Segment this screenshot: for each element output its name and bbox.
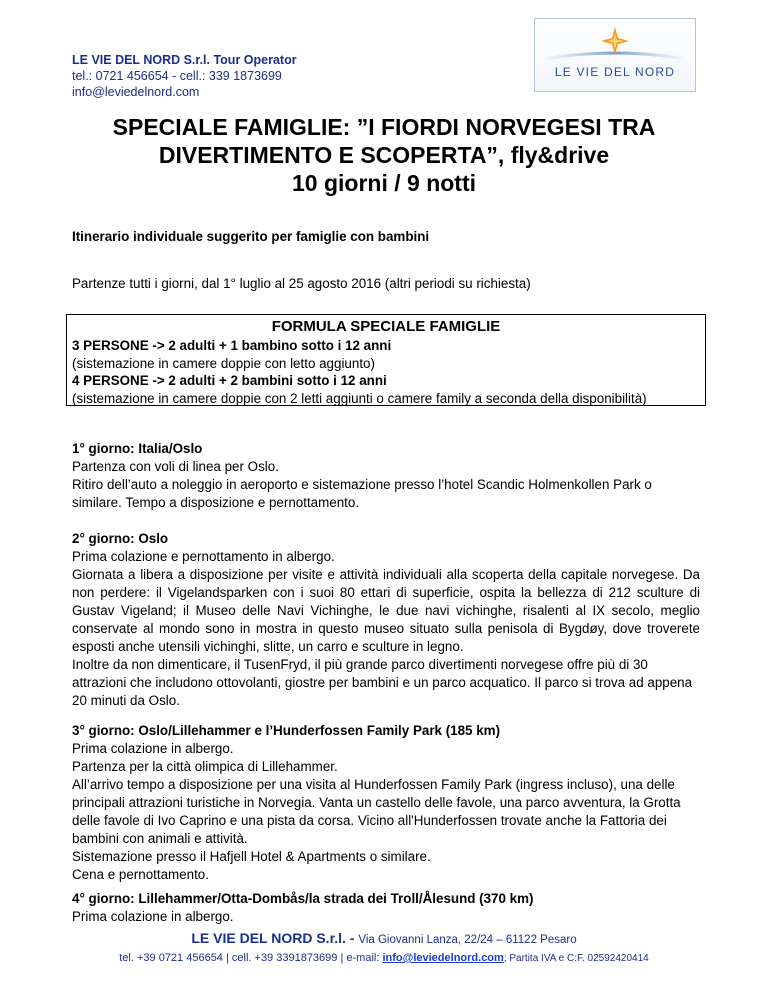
- day-line: Prima colazione e pernottamento in albergo.: [72, 549, 335, 564]
- day-4: [72, 890, 700, 926]
- title-line-1: SPECIALE FAMIGLIE: ”I FIORDI NORVEGESI TRA: [112, 114, 656, 140]
- company-logo: [534, 18, 696, 92]
- formula-title: FORMULA SPECIALE FAMIGLIE: [271, 318, 501, 335]
- company-name: LE VIE DEL NORD S.r.l. Tour Operator: [72, 53, 297, 67]
- departures-text: Partenze tutti i giorni, dal 1° luglio al 25 agosto 2016 (altri periodi su richiesta): [72, 276, 531, 291]
- footer-vat: ; Partita IVA e C:F. 02592420414: [503, 953, 649, 964]
- day-line: Giornata a libera a disposizione per visite e attività individuali alla scoperta della capitale norvegese. Da non perdere: il Vigelandsparken con i suoi 80 ettari di superficie, ospita la bellezza di 212 sculture di Gustav Vigeland; il Museo delle Navi Vichinghe, le due navi vichinghe, risalenti al IX secolo, meglio conservate al mondo sono in mostra in questo museo situato sulla penisola di Bygdøy, dove troverete esposti anche utensili vichinghi, slitte, un carro e sculture in legno.: [72, 567, 700, 654]
- company-header: [72, 52, 297, 100]
- formula-option-2-note: (sistemazione in camere doppie con 2 letti aggiunti o camere family a seconda della disponibilità): [72, 390, 647, 406]
- footer-separator: -: [345, 930, 359, 946]
- page-footer: [30, 929, 738, 968]
- day-line: Cena e pernottamento.: [72, 867, 209, 882]
- page-title: [72, 113, 696, 197]
- day-line: Inoltre da non dimenticare, il TusenFryd, il più grande parco divertimenti norvegese offre più di 30 attrazioni che includono ottovolanti, giostre per bambini e un parco acquatico. Il parco si trova ad appena 20 minuti da Oslo.: [72, 657, 693, 708]
- day-title: 1° giorno: Italia/Oslo: [72, 441, 203, 456]
- day-line: All’arrivo tempo a disposizione per una visita al Hunderfossen Family Park (ingress incluso), una delle principali attrazioni turistiche in Norvegia. Vanta un castello delle favole, una parco avventura, la Grotta delle favole di Ivo Caprino e una pista da corsa. Vicino all'Hunderfossen trovate anche la Fattoria dei bambini con animali e attività.: [72, 777, 681, 846]
- title-line-3: 10 giorni / 9 notti: [291, 170, 476, 196]
- title-line-2: DIVERTIMENTO E SCOPERTA”, fly&drive: [158, 142, 610, 168]
- footer-contact-line: [30, 949, 738, 968]
- day-line: Partenza per la città olimpica di Lillehammer.: [72, 759, 338, 774]
- day-line: Partenza con voli di linea per Oslo.: [72, 459, 279, 474]
- formula-option-1: 3 PERSONE -> 2 adulti + 1 bambino sotto i 12 anni: [72, 338, 392, 353]
- footer-contacts: tel. +39 0721 456654 | cell. +39 3391873699 | e-mail:: [119, 952, 383, 964]
- itinerary-subtitle: Itinerario individuale suggerito per famiglie con bambini: [72, 229, 430, 244]
- company-phone: tel.: 0721 456654 - cell.: 339 1873699: [72, 69, 282, 83]
- day-line: Prima colazione in albergo.: [72, 741, 234, 756]
- day-title: 2° giorno: Oslo: [72, 531, 169, 546]
- company-email[interactable]: info@leviedelnord.com: [72, 85, 200, 99]
- day-3: [72, 722, 700, 884]
- formula-option-2: 4 PERSONE -> 2 adulti + 2 bambini sotto i 12 anni: [72, 373, 387, 388]
- footer-company-line: [30, 929, 738, 949]
- footer-address: Via Giovanni Lanza, 22/24 – 61122 Pesaro: [358, 934, 577, 946]
- day-line: Ritiro dell’auto a noleggio in aeroporto e sistemazione presso l’hotel Scandic Holmenkollen Park o similare. Tempo a disposizione e pernottamento.: [72, 477, 652, 510]
- day-2: [72, 530, 700, 710]
- star-icon: [535, 19, 695, 91]
- day-title: 4° giorno: Lillehammer/Otta-Dombås/la strada dei Troll/Ålesund (370 km): [72, 891, 534, 906]
- formula-box: [66, 314, 706, 406]
- footer-company-name: LE VIE DEL NORD S.r.l.: [191, 930, 346, 946]
- day-line: Sistemazione presso il Hafjell Hotel & Apartments o similare.: [72, 849, 431, 864]
- day-line: Prima colazione in albergo.: [72, 909, 234, 924]
- day-title: 3° giorno: Oslo/Lillehammer e l’Hunderfossen Family Park (185 km): [72, 723, 501, 738]
- logo-text: LE VIE DEL NORD: [554, 65, 676, 79]
- day-1: [72, 440, 700, 512]
- formula-option-1-note: (sistemazione in camere doppie con letto aggiunto): [72, 355, 375, 371]
- footer-email-link[interactable]: info@leviedelnord.com: [382, 952, 504, 964]
